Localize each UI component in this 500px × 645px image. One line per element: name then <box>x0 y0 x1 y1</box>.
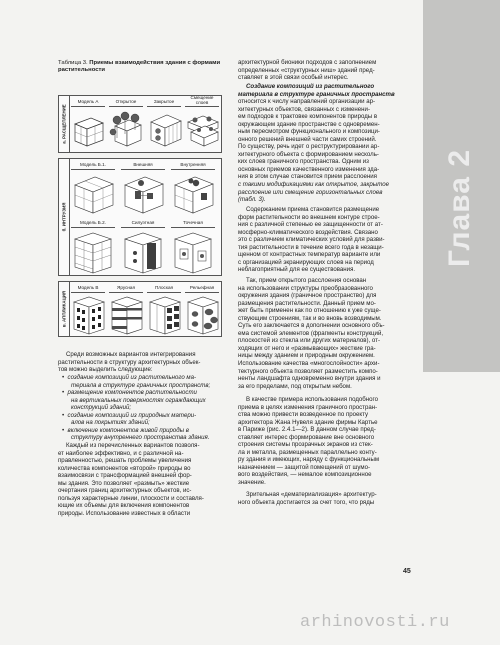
col-header: Внешняя <box>121 161 165 170</box>
drawing-open-layering <box>109 108 145 150</box>
section-heading: Создание композиций из растительного материала в структуре граничных пространств <box>238 83 395 98</box>
drawing-layer-shift <box>185 108 221 150</box>
drawing-tiered-application <box>109 294 145 336</box>
col-header: Внутренняя <box>171 161 215 170</box>
section-label: б. ИНТРУЗИЯ <box>59 159 70 275</box>
drawing-internal-intrusion <box>171 171 217 217</box>
drawing-model-b2 <box>71 229 117 275</box>
table-title-bold: Приемы взаимодействия здания с формами растительности <box>58 60 221 74</box>
col-header: Ярусная <box>109 284 143 293</box>
chapter-label: Глава 2 <box>443 148 476 268</box>
right-intro-paragraph: архитектурной бионики подходов с заполнением определенных «структурных ниш» зданий пред- ставляет в этой связи особый интерес. <box>238 59 377 82</box>
table-title <box>58 60 238 75</box>
drawing-silhouette-intrusion <box>121 229 167 275</box>
col-header: Модель В <box>71 284 105 293</box>
right-paragraph-5: Зрительная «дематериализация» архитектур- ного объекта достигается за счет того, что ряды <box>238 491 377 506</box>
section-label: в. АППЛИКАЦИЯ <box>59 282 70 336</box>
table-figure <box>58 95 222 342</box>
watermark-text: arhinovosti.ru <box>300 613 450 632</box>
drawing-model-a <box>71 110 107 150</box>
right-paragraph-4: В качестве примера использования подобного приема в целях изменения граничного простран- ства можно привести возведенное по проекту архитектора Жана Нувеля здание фирмы Картье в Париже (рис. 2.4.1—2). В данном случае пред- ставляет интерес формирование вне основного строения системы прозрачных экранов из стек- ла и металла, размещенных параллельно конту- ру здания и имеющих, наряду с функциональным назначением — защитой помещений от шумо- вого воздействия, — немалое композиционное значение. <box>238 396 380 487</box>
right-paragraph-2: Содержанием приема становится размещение форм растительности во внешнем контуре строе- ния с различной степенью ее защищенности от ат- мосферно-климатического воздействия. Связано это с различием климатических условий для разви- тия растительности в течение всего года в незащи- щенном от контрастных температур варианте или с организацией экранирующих слоев на период неблагоприятный для ее существования. <box>238 206 385 274</box>
drawing-relief-application <box>185 294 221 336</box>
table-section-applikaciya <box>58 281 222 337</box>
drawing-external-intrusion <box>121 171 167 217</box>
table-section-rassloenie <box>58 95 222 153</box>
col-header: Силуэтная <box>121 219 165 228</box>
col-header: Открытое <box>109 98 143 107</box>
col-header: Рельефная <box>185 284 219 293</box>
drawing-point-intrusion <box>171 229 217 275</box>
left-intro-paragraph: Среди возможных вариантов интегрирования растительности в структуру архитектурных объек- тов можно выделить следующие: <box>58 351 201 374</box>
col-header: Закрытое <box>147 98 181 107</box>
right-paragraph-1: относится к числу направлений организации ар- хитектурных объектов, связанных с изменени- ем подходов к трактовке компонентов природы в окружающем здание пространстве с одновремен- ным пересмотром функционального и композици- онного решений внешней части самих строений. По существу, речь идет о реструктурировании ар- хитектурного объекта с формированием несколь- ких слоев граничного пространства. Одним из основных приемов качественного изменения зда- ния в этом случае становится прием расслоения с такими модификациями как открытое, закрытое расслоение или смещение горизонтальных слоев (табл. 3). <box>238 98 390 204</box>
drawing-model-v <box>71 294 107 336</box>
left-main-paragraph: Каждый из перечисленных вариантов позволя- ет наиболее эффективно, и с различной на- правленностью, решать проблемы увеличения количества компонентов «второй» природы во взаимосвязи с трансформацией внешней фор- мы здания. Это позволяет «размыть» жесткие очертания границ архитектурных объектов, ис- пользуя характерные линии, плоскости и составля- ющие их объемы для включения компонентов природы. Использование известных в области <box>58 442 204 517</box>
drawing-flat-application <box>147 294 183 336</box>
col-header: Смещение слоев <box>185 96 219 107</box>
col-header: Модель Б.1. <box>71 161 115 170</box>
drawing-model-b1 <box>71 171 117 217</box>
drawing-closed-layering <box>147 108 183 150</box>
col-header: Плоская <box>147 284 181 293</box>
left-bullet-list: • создание композиций из растительного ма- териала в структуре граничных пространств; • размещение компонентов растительности на вертикальных поверхностях ограждающих конструкций зданий; • создание композиций из природных матери- алов на покрытиях зданий; • включение компонентов живой природы в структуру внутреннего пространства здания. <box>62 374 211 442</box>
right-paragraph-3: Так, прием открытого расслоения основан на использовании структуры преобразованного окружения здания (граничное пространство) для размещения растительности. Данный прием мо- жет быть применен как по отношению к уже суще- ствующим строениям, так и во вновь возводимым. Суть его заключается в дополнении основного объ- ема системой элементов (фрагменты конструкций, плоскостей из стекла или других материалов), от- ходящих от него и «размывающих» жесткие гра- ницы между зданием и природным окружением. Использование качества «многослойности» архи- тектурного объекта позволяет разместить компо- ненты ландшафта одновременно внутри здания и за его пределами, под открытым небом. <box>238 277 385 390</box>
page-number: 45 <box>403 568 411 575</box>
col-header: Точечная <box>171 219 215 228</box>
table-section-intruziya <box>58 158 222 276</box>
col-header: Модель А <box>71 98 105 107</box>
col-header: Модель Б.2. <box>71 219 115 228</box>
table-title-prefix: Таблица 3. <box>58 60 88 66</box>
section-label: а. РАСЩЕПЛЕНИЕ <box>59 96 70 152</box>
